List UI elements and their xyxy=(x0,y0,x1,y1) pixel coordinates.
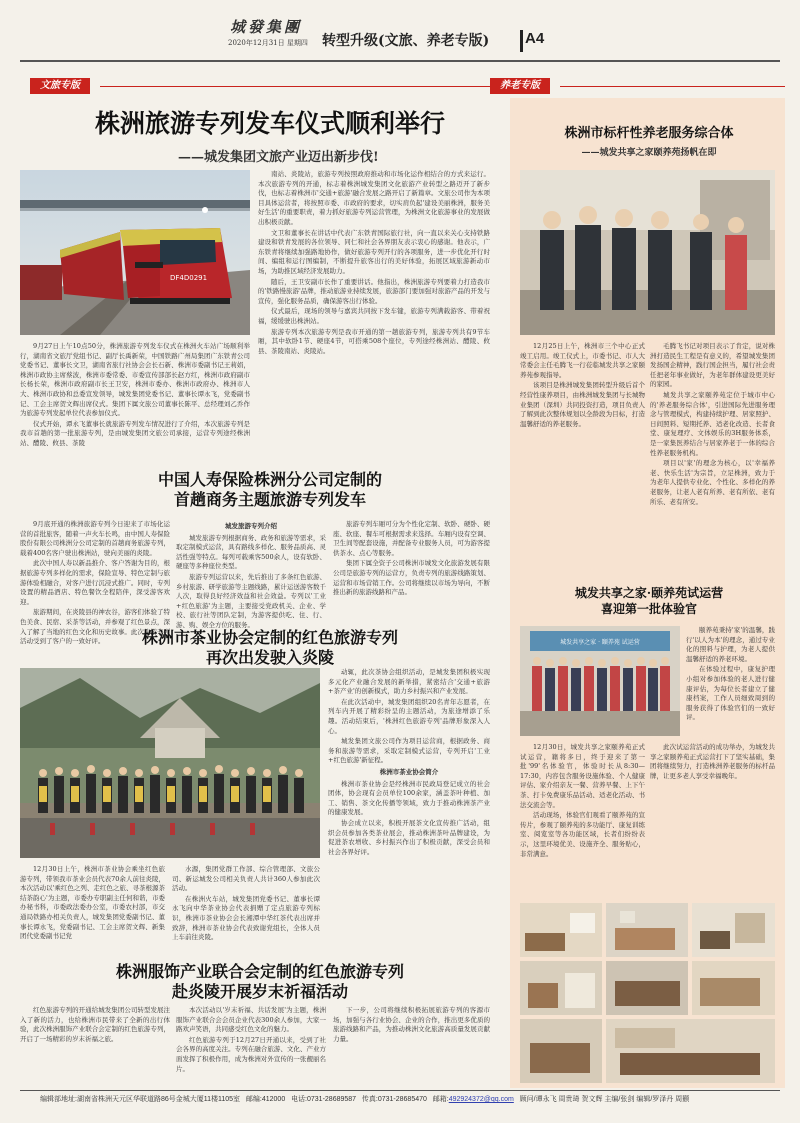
group-photo-image xyxy=(520,626,680,736)
paragraph: 随后，王卫安副市长作了重要讲话。他指出，株洲旅游专列要着力打造我市的'铁路慢旅游'品牌，推动旅游业持续发展，旅游部门要加强对旅游产品的开发与宣传，强化服务品质，确保游客出行体验。 xyxy=(258,277,490,305)
article-body-col3 xyxy=(328,668,490,953)
article-body-col1 xyxy=(20,865,165,953)
page-title: 转型升级(文旅、养老专版) xyxy=(322,33,490,49)
staff-credits: 顾问/谭永飞 周贵琦 贺文辉 主编/张剑 编辑/罗泽丹 周颢 xyxy=(519,1096,690,1103)
masthead xyxy=(0,0,800,62)
article-body-col2 xyxy=(172,865,320,953)
article-body-col2 xyxy=(176,520,326,629)
paragraph: 集团下属全资子公司株洲市城发文化旅游发展有限公司是旅游专列的运营方，负责专列的旅游线路策划、运营和市场营销工作。公司将继续以市场为导向，不断推出新的旅游线路和产品。 xyxy=(333,559,490,597)
paragraph: 此次试运营活动的成功举办，为城发共享之家颐养苑正式运营打下了坚实基础，集团将继续努力，打造株洲养老服务的标杆品牌，让更多老人享受幸福晚年。 xyxy=(650,743,775,780)
article-body-col3 xyxy=(333,1006,490,1086)
paragraph: 动辄，此次茶协会组织活动，是城发集团积极实现多元化产业融合发展的新举措，紧密结合'交通+旅游+茶产业'的创新模式，助力乡村振兴和产业发展。 xyxy=(328,668,490,696)
paragraph: 红色旅游专列的开通给城发集团公司转型发展注入了新的活力，也给株洲市民带来了全新的出行体验，此次株洲服饰产业联合会定制的红色旅游专列，开启了一场精彩的岁末祈福之旅。 xyxy=(20,1006,170,1043)
paragraph: 旅游专列本次旅游专列是我市开通的第一趟旅游专列，旅游专列共有9节车厢，其中软卧1节、硬座4节，可搭乘508个座位，专列途经株洲站、醴陵、攸县、茶陵南站、炎陵站。 xyxy=(258,327,490,355)
paragraph: 12月30日上午，株洲市茶业协会乘坐红色旅游专列，带领我市茶业会员代表70余人前往炎陵，本次活动以'乘红色之列、走红色之旅、寻茶根源茶结茶韵心'为主题，市委办专职副主任何和谐，市委办秘书科，市委政法委办公室，市委农村部，市交通局铁路办相关负责人，城发集团党委副书记、董事长谭永飞，党委副书记、工会主席贺文辉、新集团代党委副书记党 xyxy=(20,865,165,941)
article-headline: 株洲旅游专列发车仪式顺利举行 xyxy=(94,109,445,138)
paragraph: 9月27日上午10点50分，株洲旅游专列发车仪式在株洲火车站广场顺利举行，湖南省文旅厅党组书记、副厅长禹新荣，中国铁路广州局集团广东铁青公司党委书记、董事长文卫，湖南省旅行社协会会长石新、株洲市委副书记王莉娟，株洲市政协主席蔡波，株洲市委常委、市委宣传部部长赵方红，株洲市政府副市长杨长荣，株洲市政府副市长王卫安，株洲市委办、株洲市政府办、株洲市人大、株洲市政协和总委宣发领导，城发集团党委书记、董事长谭永飞，党委副书记、工会主席贺文辉出席仪式。集团下属文旅公司董事长陈平、总经理刘乙乔作为旅游专列发起单位代表参加仪式。 xyxy=(20,342,250,418)
masthead-divider xyxy=(20,60,780,62)
tea-group-photo xyxy=(20,668,320,858)
article-body-sidecol xyxy=(686,626,775,736)
postcode: 邮编:412000 xyxy=(245,1096,286,1103)
headline-line1: 株洲市茶业协会定制的红色旅游专列 xyxy=(141,628,398,647)
paragraph: 城发集团文旅公司作为项目运营商，根据政务、商务和旅游等需求，采取定制模式运营，专列开启'工业+红色旅游'新征程。 xyxy=(328,737,490,765)
headline-line1: 城发共享之家·颐养苑试运营 xyxy=(574,586,724,600)
article-body-col2 xyxy=(650,743,775,893)
paragraph: 旅游专列车厢可分为个性化定制、软卧、硬卧、硬座、软座、餐车可根据需求来选择。车厢内设有空调、卫生间等配套设施，并配备专业服务人员，可为游客提供茶水、点心等服务。 xyxy=(333,520,490,557)
headline-line2: 赴炎陵开展岁末祈福活动 xyxy=(171,982,348,1001)
paragraph: 文卫和董事长在讲话中代表广东铁青国际旅行社，向一直以来关心支持铁路建设和铁青发展的各位领导、同仁和社会各界朋友表示衷心的感谢。他表示，广东铁青将继续加强路地协作，做好旅游专列开行的各项服务，进一步优化开行时间、编组和运行图编制，不断提升旅客出行的美好体验，拓展区域旅游新动市场，为助推区域经济发展助力。 xyxy=(258,228,490,275)
section-divider xyxy=(560,86,785,87)
leaders-visit-photo xyxy=(520,170,775,335)
paragraph: 城发共享之家颐养苑定位于城市中心的'养老服务综合体'，引进国际先进服务理念与管理模式，构建持续护理、居家照护、日间照料、短期托养、适老化改造、长者食堂、康复理疗、文体娱乐的3H服务体系，是一家集医养结合与居家养老于一体的综合性养老服务机构。 xyxy=(650,390,775,457)
paragraph: 协会成立以来，积极开展茶文化宣传推广活动，组织会员参加各类茶业展会，推动株洲茶叶品牌建设，为促进茶农增收、乡村振兴作出了积极贡献，深受会员和社会各界好评。 xyxy=(328,818,490,856)
loco-number-plate: DF4D0291 xyxy=(170,274,208,282)
article-body-col1 xyxy=(20,520,170,646)
article-body-col1 xyxy=(20,342,250,462)
section-subtitle: 城发旅游专列介绍 xyxy=(225,522,277,530)
paragraph: 下一步，公司将继续积极拓展旅游专列的客源市场，加强与各行业协会、企业的合作，推出更多优质的旅游线路和产品，为推动株洲文化旅游高质量发展贡献力量。 xyxy=(333,1006,490,1043)
article-subheadline: ——城发共享之家颐养苑扬帆在即 xyxy=(581,148,717,158)
article-body-col1 xyxy=(20,1006,170,1086)
article-subheadline: ——城发集团文旅产业迈出新步伐! xyxy=(178,150,379,165)
article-headline xyxy=(534,586,764,617)
paragraph: 活动现场，体验官们观看了颐养苑的宣传片，参观了颐养苑的多功能厅、康复训练室、阅览室等各功能区域，长者们纷纷表示，这里环境优美、设施齐全、服务贴心，非常满意。 xyxy=(520,811,645,858)
article-body-col1 xyxy=(520,342,645,572)
paragraph: 9月底开通的株洲旅游专列今日迎来了市场化运营的首批旅客，随着一声火车长鸣，由中国人寿保险股份有限公司株洲分公司定制的首趟商务旅游专列，载着400名客户驶出株洲站，驶向美丽的炎陵。 xyxy=(20,520,170,557)
paragraph: 本次活动以'岁末祈福、共话发展'为主题，株洲服饰产业联合会会员企业代表300余人参加，大家一路欢声笑语，共同感受红色文化的魅力。 xyxy=(176,1006,326,1034)
paragraph: 此次中国人寿以新品推介、客户答谢为目的，根据旅游专列多样化的需求，保险宣导、特色定制与旅游体验相融合，对客户进行沉浸式推广。同时，专列设置的精品酒店、特色餐饮全程陪伴，深受游客欢迎。 xyxy=(20,559,170,606)
paragraph: 12月30日，城发共享之家颐养苑正式试运营，籍将多日，终于迎来了第一批'99'名体验官，体验时长从8:30—17:30，内容包含服务设施体验、个人健康评估、家介绍亲友一餐、营养早餐、上下午茶、打卡免费康乐品活动、适老化活动、书法交流会等。 xyxy=(520,743,645,809)
section-tag-culture-tourism: 文旅专版 xyxy=(30,78,90,94)
newspaper-logo: 城發集團 xyxy=(230,18,303,36)
paragraph: 旅游期间，在炎陵县的神农谷，游客们体验了特色美食、民宿、采茶等活动，并参观了红色景点，深入了解了当地的红色文化和历史故事。此次旅游专列活动受到了客户的一致好评。 xyxy=(20,608,170,646)
headline-line1: 株洲服饰产业联合会定制的红色旅游专列 xyxy=(115,962,404,981)
article-headline xyxy=(40,962,480,1002)
fax: 传真:0731-28685470 xyxy=(361,1096,427,1103)
visit-photo-image xyxy=(520,170,775,335)
paragraph: 株洲市茶业协会是经株洲市民政局登记成立的社会团体，协会现有会员单位100余家，涵盖茶叶种植、加工、销售、茶文化传播等领域，致力于推动株洲茶产业的健康发展。 xyxy=(328,779,490,817)
issue-date: 2020年12月31日 星期四 xyxy=(228,39,308,47)
facility-photos xyxy=(520,903,775,1083)
paragraph: 仪式开始，谭永飞董事长就旅游专列发车情况进行了介绍，本次旅游专列是我市首趟的第一批旅游专列，是由城发集团文旅公司承接，运营专列途经株洲站、醴陵、攸县、茶陵 xyxy=(20,419,250,447)
paragraph: 南站、炎陵站，旅游专列按照政府推动和市场化运作相结合的方式来运行。本次旅游专列的开通，标志着株洲城发集团文化旅游产业转型之路迈开了新步伐，也标志着株洲市'交通+旅游'融合发展之路开启了新篇章。文旅公司作为本项目具体运营者，将按照市委、市政府的要求，切实肩负起'建设美丽株洲，服务美好生活'的重要职责，着力抓好旅游专列运营管理，为株洲文化旅游事业的发展做出积极贡献。 xyxy=(258,170,490,226)
paragraph: 仪式最后，现场的领导与嘉宾共同按下发车键，旅游专列满载游客、带着祝福，缓缓驶出株洲站。 xyxy=(258,307,490,325)
paragraph: 在株洲火车站，城发集团党委书记、董事长谭永飞向中华茶业协会代表捐赠了定点旅游专列标识，株洲市茶业协会会长湘潭中华红茶代表出席并致辞，株洲市茶业协会代表致谢党组长，全体人员上车前往炎陵。 xyxy=(172,894,320,942)
paragraph: 水源，集团党群工作部、综合管理部、文旅公司、新运城发公司相关负责人共计360人参加此次活动。 xyxy=(172,865,320,893)
paragraph: 旅游专列运营以来，先后推出了多条红色旅游、乡村旅游、研学旅游等主题线路，累计运送游客数千人次，取得良好经济效益和社会效益。专列以'工业+红色旅游'为主题，主要接受党政机关、企业、学校、旅行社等团队定制，为游客提供吃、住、行、游、购、娱全方位的服务。 xyxy=(176,572,326,629)
paragraph: 在体验过程中，康复护理小组对参加体验的老人进行健康评估，为每位长者建立了健康档案，工作人员细致周到的服务获得了体验官们的一致好评。 xyxy=(686,665,775,722)
paragraph: 项目以'家'的理念为核心，以'幸福养老、快乐生活'为宗旨，立足株洲，致力于为老年人提供专业化、个性化、多样化的养老服务，让老人老有所养、老有所依、老有所乐、老有所安。 xyxy=(650,459,775,506)
article-body-col2 xyxy=(650,342,775,572)
article-headline xyxy=(60,470,480,510)
trial-operation-photo xyxy=(520,626,680,736)
facility-photo-grid xyxy=(520,903,775,1083)
paragraph: 红色旅游专列于12月27日开通以来，受到了社会各界的高度关注。专列在融合旅游、文化、产业方面发挥了积极作用，成为株洲对外宣传的一张靓丽名片。 xyxy=(176,1035,326,1073)
headline-line2: 首趟商务主题旅游专列发车 xyxy=(173,490,366,509)
article-headline xyxy=(60,628,480,668)
paragraph: 城发旅游专列根据商务、政务和旅游等需求，采取定制模式运营，具有路线多样化、服务品质高、灵活性强等特点。每列可载乘客500余人，设有软卧、硬座等多种座位类型。 xyxy=(176,533,326,571)
article-headline: 株洲市标杆性养老服务综合体 xyxy=(564,126,734,141)
paragraph: 颐养苑秉持'家'的温馨，践行'以人为本'的理念，通过专业化的照料与护理，为老人提供温馨舒适的养老环境。 xyxy=(686,626,775,663)
article-body-col3 xyxy=(333,520,490,620)
paragraph: 毛腾飞书记对项目表示了肯定，说对株洲打造民生工程是有意义的，希望城发集团发扬国企精神，践行国企担当，履行社会责任把老年事业做好，为老年群体建设更美好的家园。 xyxy=(650,342,775,389)
locomotive-image xyxy=(20,170,250,335)
footer xyxy=(40,1094,770,1104)
article-body-col2 xyxy=(176,1006,326,1086)
paragraph: 12月25日上午，株洲市三个中心正式竣工启用。竣工仪式上，市委书记、市人大常委会主任毛腾飞一行莅临城发共享之家颐养苑参观指导。 xyxy=(520,342,645,379)
email-link[interactable]: 492924372@qq.com xyxy=(448,1096,514,1103)
group-photo-image xyxy=(20,668,320,858)
article-body-col2 xyxy=(258,170,490,462)
headline-line2: 喜迎第一批体验官 xyxy=(600,601,697,616)
paragraph: 该项目是株洲城发集团转型升级后首个经营性康养项目，由株洲城发集团与长城物业集团（深圳）共同投资打造，项目负责人了解到此次整体规划以全龄段为目标，打造温馨舒适的养老服务。 xyxy=(520,381,645,428)
elderly-care-panel xyxy=(510,98,785,1088)
train-photo xyxy=(20,170,250,335)
paragraph: 在此次活动中，城发集团组织20名青年志愿者，在列车内开展了精彩纷呈的主题活动，为旅途增添了乐趣。活动结束后，'株洲红色旅游专列'品牌形象深入人心。 xyxy=(328,697,490,735)
photo-banner-text: 城发共享之家 · 颐养苑 试运营 xyxy=(560,639,640,646)
page-number: A4 xyxy=(520,30,550,52)
headline-line2: 再次出发驶入炎陵 xyxy=(205,648,334,667)
phone: 电话:0731-28689587 xyxy=(291,1096,357,1103)
email-label: 邮箱: xyxy=(432,1096,449,1103)
headline-line1: 中国人寿保险株洲分公司定制的 xyxy=(157,470,382,489)
section-tag-elderly-care: 养老专版 xyxy=(490,78,550,94)
footer-divider xyxy=(20,1090,780,1091)
section-subtitle: 株洲市茶业协会简介 xyxy=(379,767,439,776)
section-divider xyxy=(100,86,490,87)
editorial-address: 编辑部地址:湖南省株洲天元区华联道路86号金城大厦11楼1105室 xyxy=(40,1096,241,1103)
